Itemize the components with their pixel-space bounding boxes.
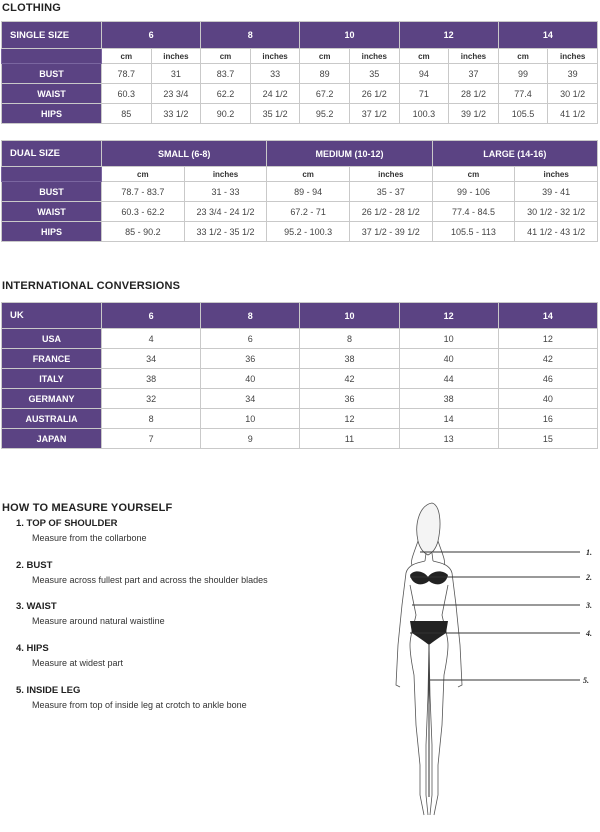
cell: 28 1/2	[449, 84, 499, 104]
size-header: MEDIUM (10-12)	[267, 141, 432, 167]
size-header: SMALL (6-8)	[102, 141, 267, 167]
cell: 100.3	[399, 104, 449, 124]
size-header: 12	[399, 22, 498, 49]
cell: 77.4 - 84.5	[432, 202, 515, 222]
cell: 90.2	[201, 104, 251, 124]
table-row	[2, 329, 598, 349]
cell: 4	[102, 329, 201, 349]
row-label: HIPS	[2, 222, 102, 242]
cell: 15	[498, 429, 597, 449]
cell: 99 - 106	[432, 182, 515, 202]
row-label: JAPAN	[2, 429, 102, 449]
cell: 36	[300, 389, 399, 409]
cell: 35	[349, 64, 399, 84]
measure-step	[16, 518, 147, 543]
unit-cm: cm	[267, 167, 350, 182]
unit-inches: inches	[349, 167, 432, 182]
step-desc: Measure from the collarbone	[32, 533, 147, 543]
row-label: FRANCE	[2, 349, 102, 369]
cell: 7	[102, 429, 201, 449]
table-row	[2, 389, 598, 409]
figure-label-5: 5.	[583, 676, 589, 685]
unit-inches: inches	[515, 167, 598, 182]
table-row	[2, 222, 598, 242]
step-desc: Measure at widest part	[32, 658, 124, 668]
row-label: AUSTRALIA	[2, 409, 102, 429]
figure-label-1: 1.	[586, 548, 592, 557]
step-title: 3. WAIST	[16, 601, 57, 612]
cell: 99	[498, 64, 548, 84]
cell: 30 1/2	[548, 84, 598, 104]
cell: 38	[102, 369, 201, 389]
measure-step	[16, 601, 165, 626]
measure-heading: HOW TO MEASURE YOURSELF	[2, 502, 173, 514]
size-header: 6	[102, 303, 201, 329]
figure-label-3: 3.	[586, 601, 592, 610]
cell: 89	[300, 64, 350, 84]
cell: 77.4	[498, 84, 548, 104]
unit-inches: inches	[151, 49, 201, 64]
unit-inches: inches	[548, 49, 598, 64]
row-label: USA	[2, 329, 102, 349]
unit-cm: cm	[201, 49, 251, 64]
size-header: 10	[300, 22, 399, 49]
cell: 10	[201, 409, 300, 429]
cell: 105.5	[498, 104, 548, 124]
cell: 37 1/2 - 39 1/2	[349, 222, 432, 242]
cell: 40	[399, 349, 498, 369]
cell: 33 1/2	[151, 104, 201, 124]
cell: 42	[300, 369, 399, 389]
cell: 35 1/2	[250, 104, 300, 124]
cell: 37	[449, 64, 499, 84]
size-header: 6	[102, 22, 201, 49]
cell: 67.2 - 71	[267, 202, 350, 222]
measure-step	[16, 685, 247, 710]
size-header: 14	[498, 22, 597, 49]
table-row	[2, 429, 598, 449]
cell: 37 1/2	[349, 104, 399, 124]
cell: 60.3 - 62.2	[102, 202, 185, 222]
cell: 71	[399, 84, 449, 104]
cell: 42	[498, 349, 597, 369]
table-row	[2, 84, 598, 104]
unit-cm: cm	[432, 167, 515, 182]
step-title: 4. HIPS	[16, 643, 49, 654]
cell: 33	[250, 64, 300, 84]
unit-cm: cm	[102, 49, 152, 64]
dual-size-title: DUAL SIZE	[2, 141, 102, 167]
cell: 16	[498, 409, 597, 429]
cell: 39	[548, 64, 598, 84]
row-label: BUST	[2, 182, 102, 202]
cell: 32	[102, 389, 201, 409]
cell: 38	[399, 389, 498, 409]
row-label: HIPS	[2, 104, 102, 124]
cell: 33 1/2 - 35 1/2	[184, 222, 267, 242]
size-header: 8	[201, 303, 300, 329]
unit-inches: inches	[349, 49, 399, 64]
step-desc: Measure around natural waistline	[32, 616, 165, 626]
cell: 83.7	[201, 64, 251, 84]
cell: 95.2	[300, 104, 350, 124]
cell: 62.2	[201, 84, 251, 104]
step-title: 2. BUST	[16, 560, 53, 571]
cell: 26 1/2 - 28 1/2	[349, 202, 432, 222]
body-figure-illustration	[380, 495, 600, 830]
table-row	[2, 182, 598, 202]
cell: 40	[201, 369, 300, 389]
cell: 23 3/4 - 24 1/2	[184, 202, 267, 222]
row-label: WAIST	[2, 84, 102, 104]
cell: 39 - 41	[515, 182, 598, 202]
cell: 67.2	[300, 84, 350, 104]
cell: 34	[201, 389, 300, 409]
cell: 11	[300, 429, 399, 449]
cell: 78.7	[102, 64, 152, 84]
table-row	[2, 64, 598, 84]
unit-inches: inches	[449, 49, 499, 64]
single-size-table	[1, 21, 598, 124]
measure-step	[16, 560, 268, 585]
cell: 31 - 33	[184, 182, 267, 202]
cell: 31	[151, 64, 201, 84]
unit-cm: cm	[102, 167, 185, 182]
row-label: GERMANY	[2, 389, 102, 409]
dual-size-table	[1, 140, 598, 242]
cell: 105.5 - 113	[432, 222, 515, 242]
figure-label-4: 4.	[586, 629, 592, 638]
step-desc: Measure across fullest part and across the shoulder blades	[32, 575, 268, 585]
cell: 13	[399, 429, 498, 449]
cell: 8	[300, 329, 399, 349]
cell: 41 1/2 - 43 1/2	[515, 222, 598, 242]
international-table	[1, 302, 598, 449]
cell: 39 1/2	[449, 104, 499, 124]
size-header: 12	[399, 303, 498, 329]
cell: 34	[102, 349, 201, 369]
bra-shape	[410, 571, 448, 584]
cell: 85 - 90.2	[102, 222, 185, 242]
step-title: 1. TOP OF SHOULDER	[16, 518, 118, 529]
table-row	[2, 202, 598, 222]
cell: 6	[201, 329, 300, 349]
cell: 12	[300, 409, 399, 429]
cell: 78.7 - 83.7	[102, 182, 185, 202]
unit-row-spacer	[2, 167, 102, 182]
unit-inches: inches	[184, 167, 267, 182]
cell: 24 1/2	[250, 84, 300, 104]
cell: 46	[498, 369, 597, 389]
unit-cm: cm	[399, 49, 449, 64]
cell: 36	[201, 349, 300, 369]
size-header: LARGE (14-16)	[432, 141, 597, 167]
table-row	[2, 369, 598, 389]
uk-header: UK	[2, 303, 102, 329]
size-header: 10	[300, 303, 399, 329]
table-row	[2, 104, 598, 124]
cell: 38	[300, 349, 399, 369]
cell: 60.3	[102, 84, 152, 104]
cell: 12	[498, 329, 597, 349]
figure-label-2: 2.	[586, 573, 592, 582]
cell: 8	[102, 409, 201, 429]
cell: 40	[498, 389, 597, 409]
table-row	[2, 409, 598, 429]
size-header: 14	[498, 303, 597, 329]
international-heading: INTERNATIONAL CONVERSIONS	[2, 280, 181, 292]
cell: 89 - 94	[267, 182, 350, 202]
cell: 94	[399, 64, 449, 84]
clothing-heading: CLOTHING	[2, 2, 62, 14]
cell: 35 - 37	[349, 182, 432, 202]
cell: 26 1/2	[349, 84, 399, 104]
single-size-title: SINGLE SIZE	[2, 22, 102, 49]
table-row	[2, 349, 598, 369]
unit-cm: cm	[498, 49, 548, 64]
cell: 44	[399, 369, 498, 389]
cell: 30 1/2 - 32 1/2	[515, 202, 598, 222]
cell: 41 1/2	[548, 104, 598, 124]
cell: 23 3/4	[151, 84, 201, 104]
row-label: WAIST	[2, 202, 102, 222]
step-desc: Measure from top of inside leg at crotch to ankle bone	[32, 700, 247, 710]
cell: 14	[399, 409, 498, 429]
row-label: BUST	[2, 64, 102, 84]
row-label: ITALY	[2, 369, 102, 389]
unit-row-spacer	[2, 49, 102, 64]
cell: 9	[201, 429, 300, 449]
size-header: 8	[201, 22, 300, 49]
measure-step	[16, 643, 123, 668]
cell: 95.2 - 100.3	[267, 222, 350, 242]
unit-cm: cm	[300, 49, 350, 64]
cell: 10	[399, 329, 498, 349]
step-title: 5. INSIDE LEG	[16, 685, 81, 696]
unit-inches: inches	[250, 49, 300, 64]
cell: 85	[102, 104, 152, 124]
